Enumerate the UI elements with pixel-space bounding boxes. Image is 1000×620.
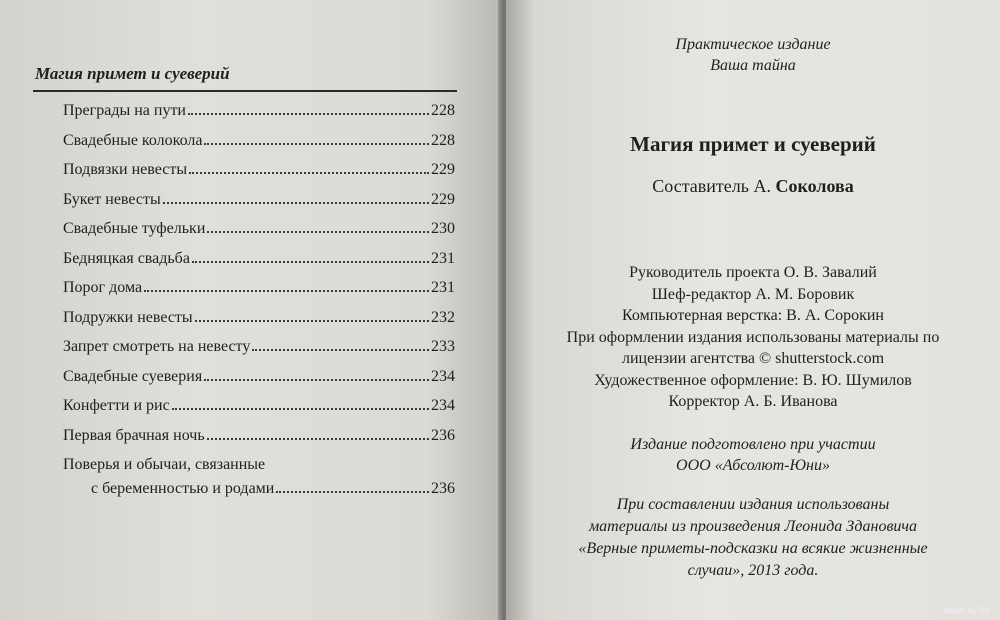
- toc-leader-dots: [207, 426, 429, 440]
- source-line: При составлении издания использованы: [616, 496, 890, 513]
- toc-leader-dots: [188, 101, 429, 115]
- toc-entry-title: Букет невесты: [63, 190, 161, 208]
- series-type: Практическое издание: [675, 36, 831, 53]
- toc-leader-dots: [144, 278, 429, 292]
- toc-entry-page: 236: [431, 426, 455, 444]
- compiler-name: Соколова: [775, 176, 854, 196]
- toc-entry-title: Порог дома: [63, 279, 143, 296]
- running-head-rule: [33, 90, 457, 92]
- toc-entry: [63, 129, 455, 159]
- toc-entry-page: 236: [431, 480, 455, 497]
- toc-entry-page: 228: [431, 131, 455, 149]
- toc-entry-page: 234: [431, 397, 455, 414]
- participation-block: [506, 434, 1000, 476]
- running-head: Магия примет и суеверий: [35, 64, 230, 83]
- credit-line: Корректор А. Б. Иванова: [668, 393, 838, 410]
- toc-entry-page: 231: [431, 279, 455, 296]
- source-line: «Верные приметы-подсказки на всякие жизненные: [578, 540, 928, 557]
- toc-entry: [63, 306, 455, 336]
- compiler-label: Составитель А.: [652, 176, 771, 196]
- toc-entry-title: Бедняцкая свадьба: [63, 249, 190, 267]
- toc-leader-dots: [192, 249, 429, 263]
- toc-leader-dots: [195, 308, 429, 322]
- series-name: Ваша тайна: [710, 57, 796, 74]
- credit-line: При оформлении издания использованы материалы по: [566, 328, 940, 346]
- toc-leader-dots: [189, 160, 429, 174]
- toc-entry-title: Запрет смотреть на невесту: [63, 338, 251, 355]
- toc-entry: [63, 217, 455, 247]
- toc-entry-title: Подружки невесты: [63, 308, 193, 326]
- source-line: случаи», 2013 года.: [687, 562, 819, 579]
- toc-entry-title-cont: с беременностью и родами: [91, 480, 275, 497]
- book-title: Магия примет и суеверий: [630, 132, 876, 156]
- credit-line: Художественное оформление: В. Ю. Шумилов: [594, 371, 912, 389]
- toc-leader-dots: [207, 219, 429, 233]
- toc-leader-dots: [276, 479, 429, 493]
- toc-entry-title: Свадебные колокола: [63, 131, 203, 149]
- credit-line: Шеф-редактор А. М. Боровик: [651, 285, 855, 303]
- toc-leader-dots: [163, 190, 429, 204]
- toc-entry-title: Преграды на пути: [63, 102, 186, 119]
- toc-entry-page: 229: [431, 161, 455, 178]
- participation-text: Издание подготовлено при участии: [630, 436, 876, 453]
- toc-entry: [63, 394, 455, 424]
- toc-entry: [63, 188, 455, 218]
- right-page: [506, 0, 1000, 620]
- toc-entry-page: 234: [431, 367, 455, 385]
- source-line: материалы из произведения Леонида Здановича: [588, 518, 918, 535]
- toc-entry: [63, 453, 455, 501]
- toc-entry-page: 231: [431, 249, 455, 267]
- watermark: www.ay.by: [942, 605, 990, 616]
- compiler-line: [506, 176, 1000, 197]
- table-of-contents: [63, 99, 455, 501]
- toc-entry-title: Первая брачная ночь: [63, 426, 205, 444]
- toc-entry-page: 233: [431, 338, 455, 355]
- toc-entry: [63, 365, 455, 395]
- toc-leader-dots: [252, 337, 429, 351]
- toc-entry-page: 230: [431, 220, 455, 237]
- toc-entry: [63, 247, 455, 277]
- sources-block: [506, 494, 1000, 582]
- toc-leader-dots: [204, 367, 429, 381]
- toc-entry-title: Конфетти и рис: [63, 397, 170, 414]
- toc-leader-dots: [204, 131, 429, 145]
- toc-entry-page: 232: [431, 308, 455, 326]
- credits-block: [506, 262, 1000, 413]
- toc-entry: [63, 424, 455, 454]
- credit-line: Руководитель проекта О. В. Завалий: [629, 264, 877, 281]
- credit-line: лицензии агентства © shutterstock.com: [621, 350, 885, 367]
- toc-entry: [63, 99, 455, 129]
- toc-leader-dots: [172, 396, 429, 410]
- toc-entry-title: Подвязки невесты: [63, 161, 188, 178]
- participation-org: ООО «Абсолют-Юни»: [676, 457, 830, 474]
- toc-entry-page: 228: [431, 102, 455, 119]
- toc-entry-page: 229: [431, 190, 455, 208]
- toc-entry: [63, 335, 455, 365]
- toc-entry-title: Свадебные туфельки: [63, 220, 206, 237]
- toc-entry: [63, 158, 455, 188]
- toc-entry-title: Поверья и обычаи, связанные: [63, 456, 266, 473]
- credit-line: Компьютерная верстка: В. А. Сорокин: [622, 307, 884, 324]
- series-block: [506, 34, 1000, 76]
- toc-entry: [63, 276, 455, 306]
- toc-entry-title: Свадебные суеверия: [63, 367, 203, 385]
